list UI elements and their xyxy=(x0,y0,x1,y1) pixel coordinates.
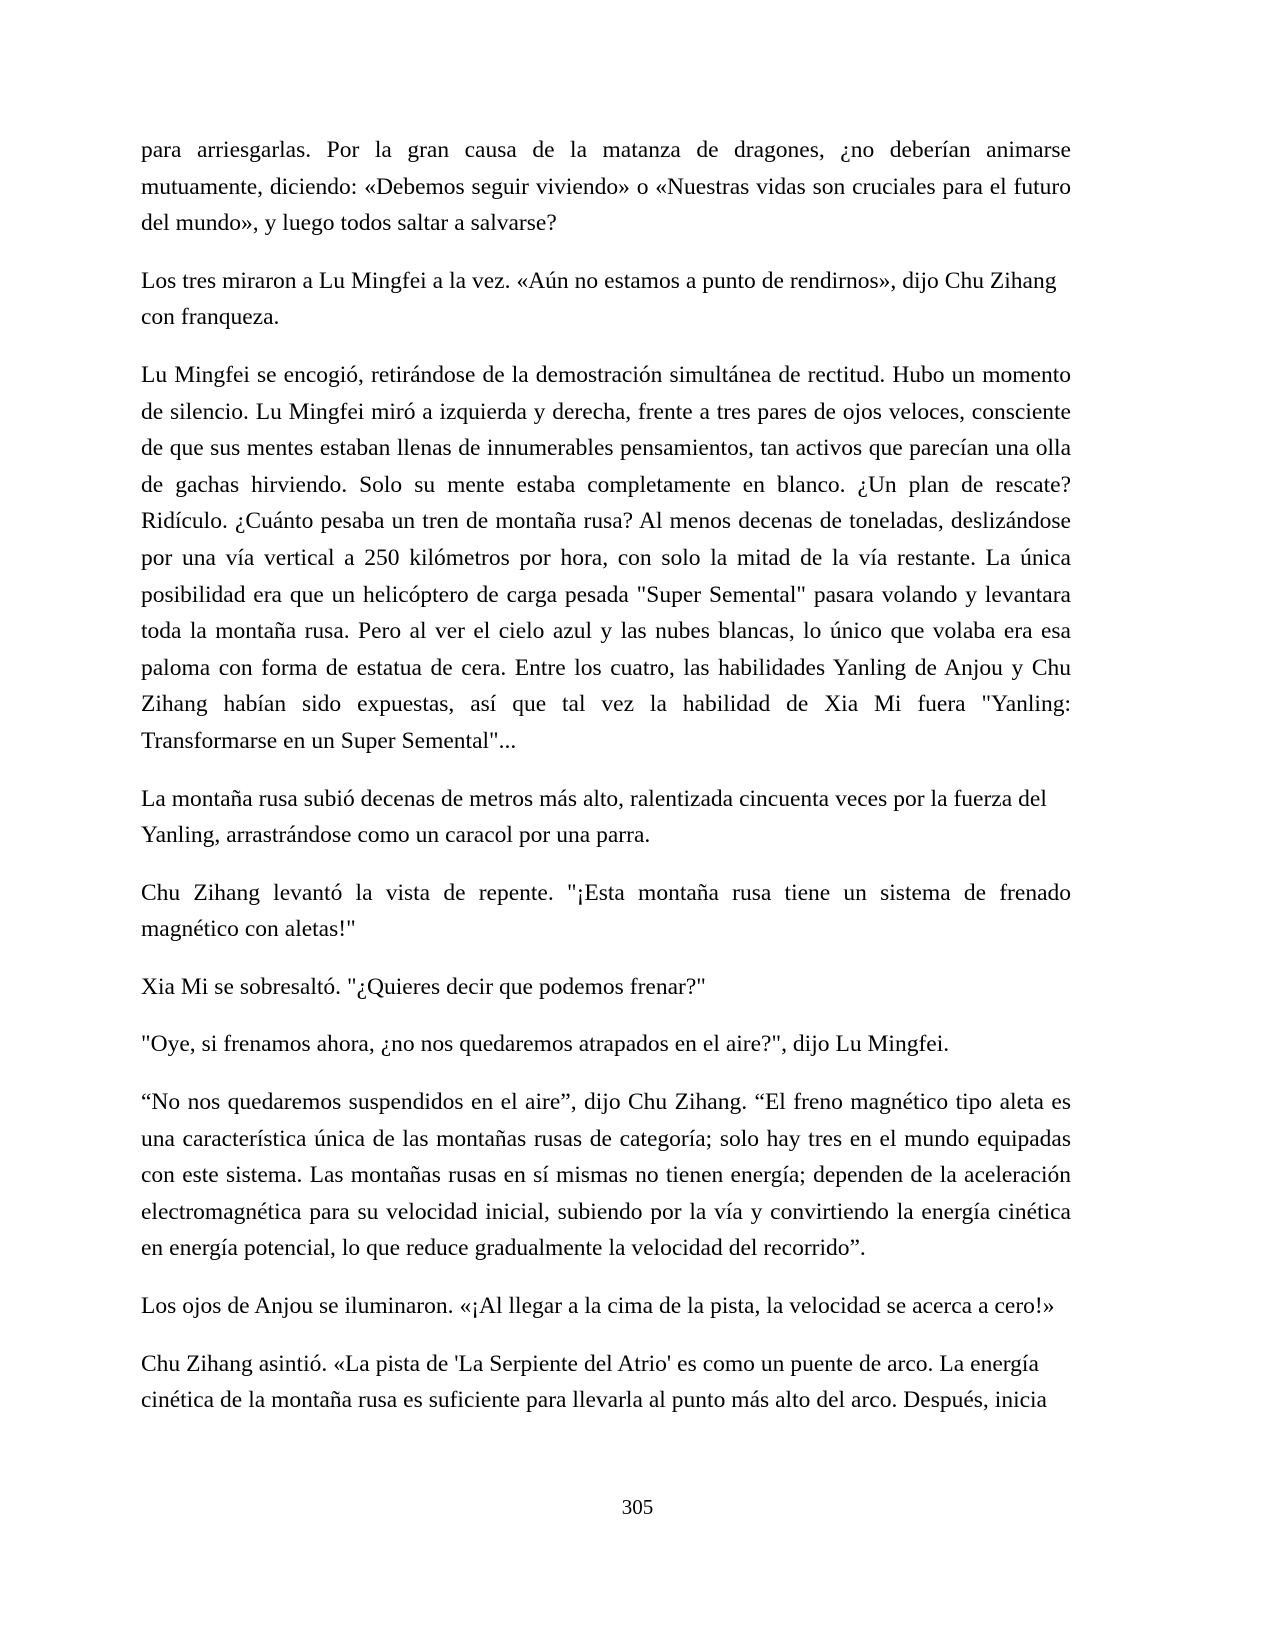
paragraph: Lu Mingfei se encogió, retirándose de la demostración simultánea de rectitud. Hubo un momento de silencio. Lu Mingfei miró a izquierda y derecha, frente a tres pares de ojos veloces, consciente de que sus mentes estaban llenas de innumerables pensamientos, tan activos que parecían una olla de gachas hirviendo. Solo su mente estaba completamente en blanco. ¿Un plan de rescate? Ridículo. ¿Cuánto pesaba un tren de montaña rusa? Al menos decenas de toneladas, deslizándose por una vía vertical a 250 kilómetros por hora, con solo la mitad de la vía restante. La única posibilidad era que un helicóptero de carga pesada "Super Semental" pasara volando y levantara toda la montaña rusa. Pero al ver el cielo azul y las nubes blancas, lo único que volaba era esa paloma con forma de estatua de cera. Entre los cuatro, las habilidades Yanling de Anjou y Chu Zihang habían sido expuestas, así que tal vez la habilidad de Xia Mi fuera "Yanling: Transformarse en un Super Semental"... xyxy=(141,361,1071,754)
paragraph: para arriesgarlas. Por la gran causa de la matanza de dragones, ¿no deberían animarse mutuamente, diciendo: «Debemos seguir viviendo» o «Nuestras vidas son cruciales para el futuro del mundo», y luego todos saltar a salvarse? xyxy=(141,137,1071,237)
paragraph: Xia Mi se sobresaltó. "¿Quieres decir que podemos frenar?" xyxy=(141,973,706,1000)
page-text-body xyxy=(141,132,1071,1419)
paragraph: Los ojos de Anjou se iluminaron. «¡Al llegar a la cima de la pista, la velocidad se acerca a cero!» xyxy=(141,1293,1055,1320)
paragraph: “No nos quedaremos suspendidos en el aire”, dijo Chu Zihang. “El freno magnético tipo aleta es una característica única de las montañas rusas de categoría; solo hay tres en el mundo equipadas con este sistema. Las montañas rusas en sí mismas no tienen energía; dependen de la aceleración electromagnética para su velocidad inicial, subiendo por la vía y convirtiendo la energía cinética en energía potencial, lo que reduce gradualmente la velocidad del recorrido”. xyxy=(141,1089,1071,1262)
paragraph: La montaña rusa subió decenas de metros más alto, ralentizada cincuenta veces por la fuerza del Yanling, arrastrándose como un caracol por una parra. xyxy=(141,785,1047,849)
paragraph: Los tres miraron a Lu Mingfei a la vez. «Aún no estamos a punto de rendirnos», dijo Chu Zihang con franqueza. xyxy=(141,267,1057,331)
paragraph: "Oye, si frenamos ahora, ¿no nos quedaremos atrapados en el aire?", dijo Lu Mingfei. xyxy=(141,1031,950,1058)
paragraph: Chu Zihang asintió. «La pista de 'La Serpiente del Atrio' es como un puente de arco. La energía cinética de la montaña rusa es suficiente para llevarla al punto más alto del arco. Después, inicia xyxy=(141,1350,1047,1414)
page-number: 305 xyxy=(621,1495,654,1519)
paragraph: Chu Zihang levantó la vista de repente. "¡Esta montaña rusa tiene un sistema de frenado magnético con aletas!" xyxy=(141,879,1071,943)
